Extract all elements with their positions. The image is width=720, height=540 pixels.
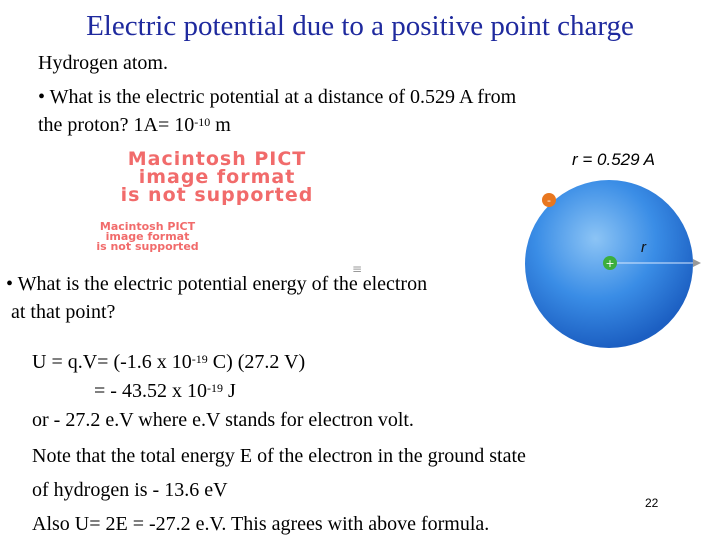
question-1-exponent: -10 — [194, 115, 211, 129]
question-2-line-1: • What is the electric potential energy of the electron — [6, 273, 428, 295]
note-line-2: of hydrogen is - 13.6 eV — [32, 479, 228, 501]
answer-result-exponent: -19 — [206, 381, 223, 395]
answer-result-unit: J — [222, 380, 236, 402]
pict-small-line: Macintosh PICT — [99, 220, 196, 233]
question-1-line-2 — [38, 112, 231, 138]
also-line: Also U= 2E = -27.2 e.V. This agrees with above formula. — [32, 513, 490, 535]
answer-ev-line: or - 27.2 e.V where e.V stands for electron volt. — [32, 409, 414, 431]
pict-large-line: image format — [138, 166, 296, 188]
pict-small-line: image format — [105, 230, 190, 243]
intro-line: Hydrogen atom. — [38, 52, 168, 74]
pict-large-line: is not supported — [120, 184, 314, 206]
answer-u-text: U = q.V= (-1.6 x 10 — [32, 351, 192, 373]
pict-placeholder-large — [42, 150, 392, 204]
note-line-1: Note that the total energy E of the electron in the ground state — [32, 445, 526, 467]
hydrogen-atom-diagram — [515, 170, 720, 380]
answer-u-tail: C) (27.2 V) — [207, 351, 306, 373]
question-1-unit: m — [210, 114, 231, 136]
menu-icon: ≡ — [352, 262, 363, 276]
answer-result-line — [94, 378, 236, 404]
question-2-line-2: at that point? — [6, 301, 116, 323]
radius-label: r = 0.529 A — [572, 150, 656, 169]
radius-arrowhead — [693, 259, 701, 267]
question-1-text: the proton? 1A= 10 — [38, 114, 195, 136]
pict-placeholder-small — [55, 222, 240, 252]
answer-u-exponent: -19 — [191, 352, 208, 366]
page-number: 22 — [645, 496, 659, 510]
answer-u-line — [32, 349, 305, 375]
answer-result-text: = - 43.52 x 10 — [94, 380, 207, 402]
question-1-line-1: • What is the electric potential at a distance of 0.529 A from — [38, 86, 517, 108]
electron-sign: - — [547, 194, 551, 207]
pict-small-line: is not supported — [96, 240, 199, 253]
pict-large-line: Macintosh PICT — [127, 148, 307, 170]
slide-title: Electric potential due to a positive point charge — [86, 10, 634, 42]
r-symbol: r — [641, 239, 646, 256]
proton-sign: + — [605, 257, 615, 270]
